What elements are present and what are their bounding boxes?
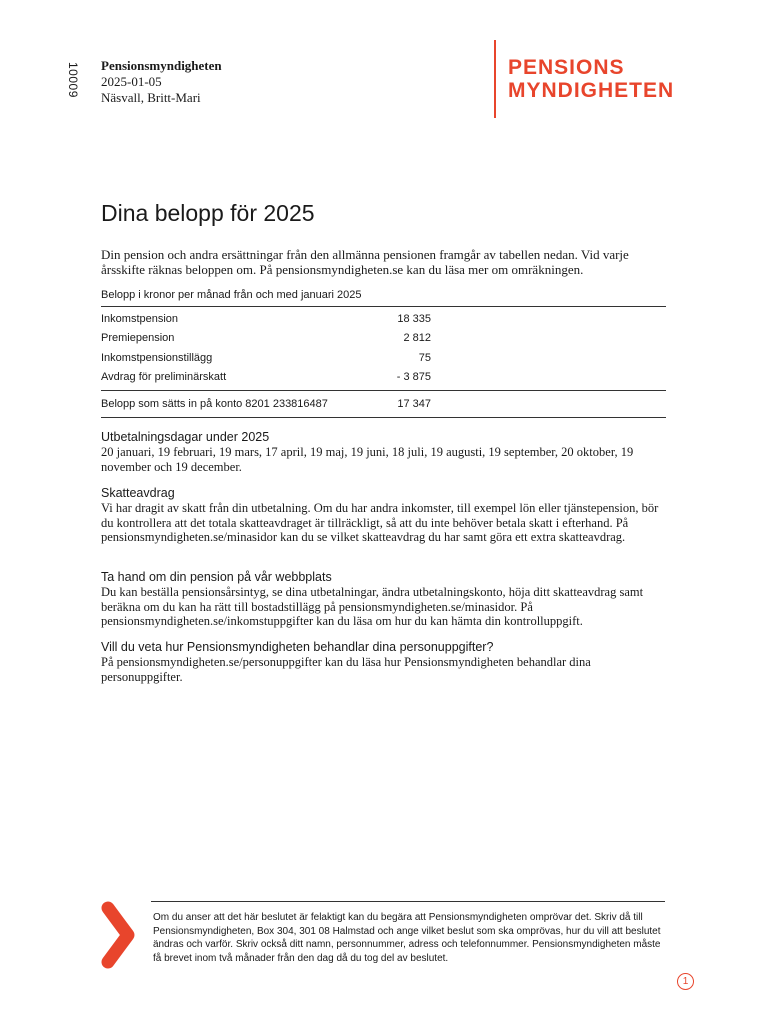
table-caption: Belopp i kronor per månad från och med januari 2025 [101,289,362,301]
footer-divider [151,901,665,902]
logo-divider [494,40,496,118]
section-tax [101,486,671,545]
section-website [101,570,671,629]
document-id: 10009 [66,62,80,98]
total-label: Belopp som sätts in på konto 8201 233816487 [101,398,328,410]
letter-date: 2025-01-05 [101,74,162,89]
page-number: 1 [677,973,694,990]
section-heading: Utbetalningsdagar under 2025 [101,430,270,444]
pensionsmyndigheten-logo [508,56,674,102]
table-total-row [101,390,666,417]
logo-line-1: PENSIONS [508,56,625,79]
section-personal-data [101,640,671,684]
section-payment-dates [101,430,671,474]
amounts-table [101,306,666,418]
row-value: 2 812 [403,332,431,345]
sender-org: Pensionsmyndigheten [101,58,222,73]
section-heading: Ta hand om din pension på vår webbplats [101,570,332,584]
section-body: Du kan beställa pensionsårsintyg, se dina utbetalningar, ändra utbetalningskonto, höja ditt skatteavdrag samt beräkna om du kan ha rätt till bostadstillägg på pensionsmyndigheten.se/minasidor. På pensionsmyndigheten.se/inkomstuppgifter kan du läsa om hur du kan hämta din kontrolluppgift. [101,585,644,628]
table-row [101,368,666,388]
section-body: Vi har dragit av skatt från din utbetalning. Om du har andra inkomster, till exempel lön eller tjänstepension, bör du kontrollera att det totala skatteavdraget är tillräckligt, så att du inte behöver betala skatt i efterhand. På pensionsmyndigheten.se/minasidor kan du se vilket skatteavdrag du har samt göra ett extra skatteavdrag. [101,501,659,544]
table-row [101,309,666,329]
section-body: 20 januari, 19 februari, 19 mars, 17 april, 19 maj, 19 juni, 18 juli, 19 augusti, 19 september, 20 oktober, 19 november och 19 december. [101,445,634,474]
table-row [101,329,666,349]
section-body: På pensionsmyndigheten.se/personuppgifter kan du läsa hur Pensionsmyndigheten behandlar dina personuppgifter. [101,655,591,684]
row-label: Avdrag för preliminärskatt [101,371,227,384]
section-heading: Skatteavdrag [101,486,175,500]
appeal-notice: Om du anser att det här beslutet är felaktigt kan du begära att Pensionsmyndigheten omprövar det. Skriv då till Pensionsmyndigheten, Box 304, 301 08 Halmstad och ange vilket beslut som ska omprövas, hur du vill att beslutet ändras och varför. Skriv också ditt namn, personnummer, adress och telefonnummer. Pensionsmyndigheten måste få brevet inom två månader från den dag då du tog del av beslutet. [153,912,661,964]
row-value: 75 [418,351,431,364]
section-heading: Vill du veta hur Pensionsmyndigheten behandlar dina personuppgifter? [101,640,494,654]
recipient-name: Näsvall, Britt-Mari [101,90,201,105]
row-value: 18 335 [397,312,431,325]
chevron-logo-icon [100,900,138,970]
page-title: Dina belopp för 2025 [101,200,315,226]
table-row [101,348,666,368]
row-value: - 3 875 [396,371,431,384]
logo-line-2: MYNDIGHETEN [508,79,675,102]
row-label: Inkomstpensionstillägg [101,351,213,364]
intro-paragraph: Din pension och andra ersättningar från den allmänna pensionen framgår av tabellen nedan. Vid varje årsskifte räknas beloppen om. På pensionsmyndigheten.se kan du läsa mer om omräkningen. [101,247,629,277]
row-label: Premiepension [101,332,175,345]
total-value: 17 347 [397,398,431,410]
sender-block [101,58,222,106]
row-label: Inkomstpension [101,312,179,325]
